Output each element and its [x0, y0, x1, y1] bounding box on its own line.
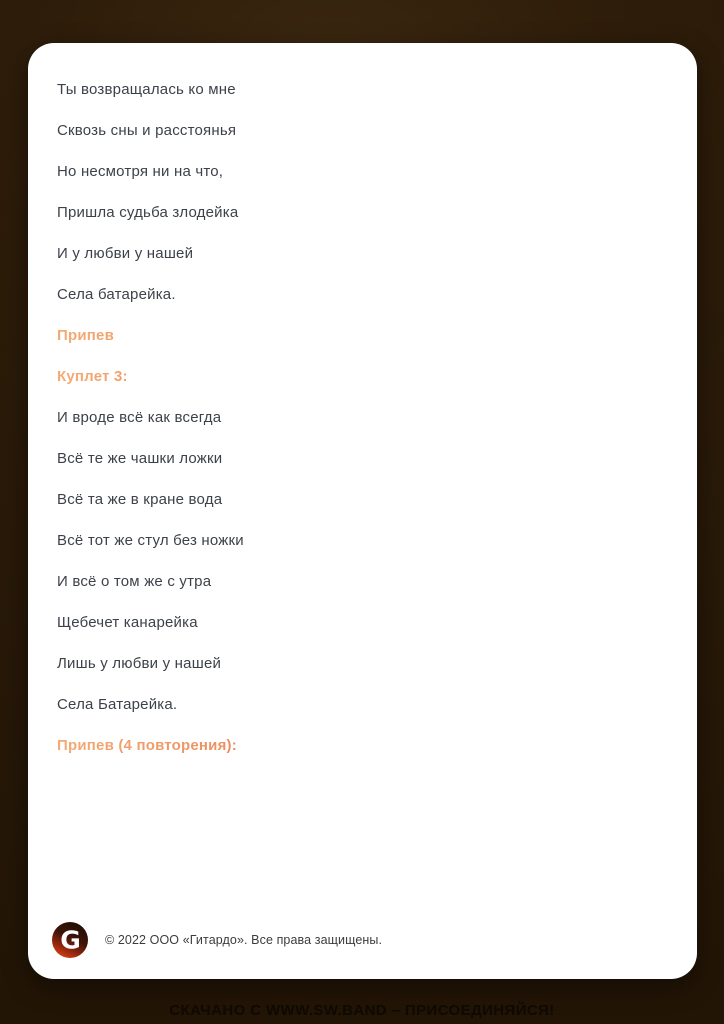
watermark-text: СКАЧАНО С WWW.SW.BAND – ПРИСОЕДИНЯЙСЯ!: [169, 1002, 555, 1019]
lyric-line: Сквозь сны и расстоянья: [57, 122, 237, 139]
lyric-line: Всё тот же стул без ножки: [57, 532, 244, 549]
lyric-line: Но несмотря ни на что,: [57, 163, 224, 180]
lyric-line: И у любви у нашей: [57, 245, 194, 262]
lyric-line: И всё о том же с утра: [57, 573, 212, 590]
section-heading: Припев: [57, 328, 667, 343]
lyric-line: Ты возвращалась ко мне: [57, 81, 236, 98]
section-heading: Куплет 3:: [57, 369, 667, 384]
section-heading: Припев (4 повторения):: [57, 738, 667, 753]
lyric-line: Села батарейка.: [57, 286, 176, 303]
page-footer: [52, 922, 382, 958]
lyric-line: Всё те же чашки ложки: [57, 450, 223, 467]
lyrics-page-card: [28, 43, 697, 979]
svg-text:G: G: [60, 925, 81, 955]
lyric-line: Всё та же в кране вода: [57, 491, 223, 508]
lyric-line: И вроде всё как всегда: [57, 409, 222, 426]
lyric-line: Пришла судьба злодейка: [57, 204, 239, 221]
lyric-line: Лишь у любви у нашей: [57, 655, 222, 672]
lyric-line: Села Батарейка.: [57, 696, 178, 713]
copyright-text: © 2022 ООО «Гитардо». Все права защищены.: [105, 933, 383, 947]
lyrics-blocks: [57, 82, 667, 779]
lyric-line: Щебечет канарейка: [57, 614, 198, 631]
gitardo-logo-icon: [52, 922, 88, 958]
